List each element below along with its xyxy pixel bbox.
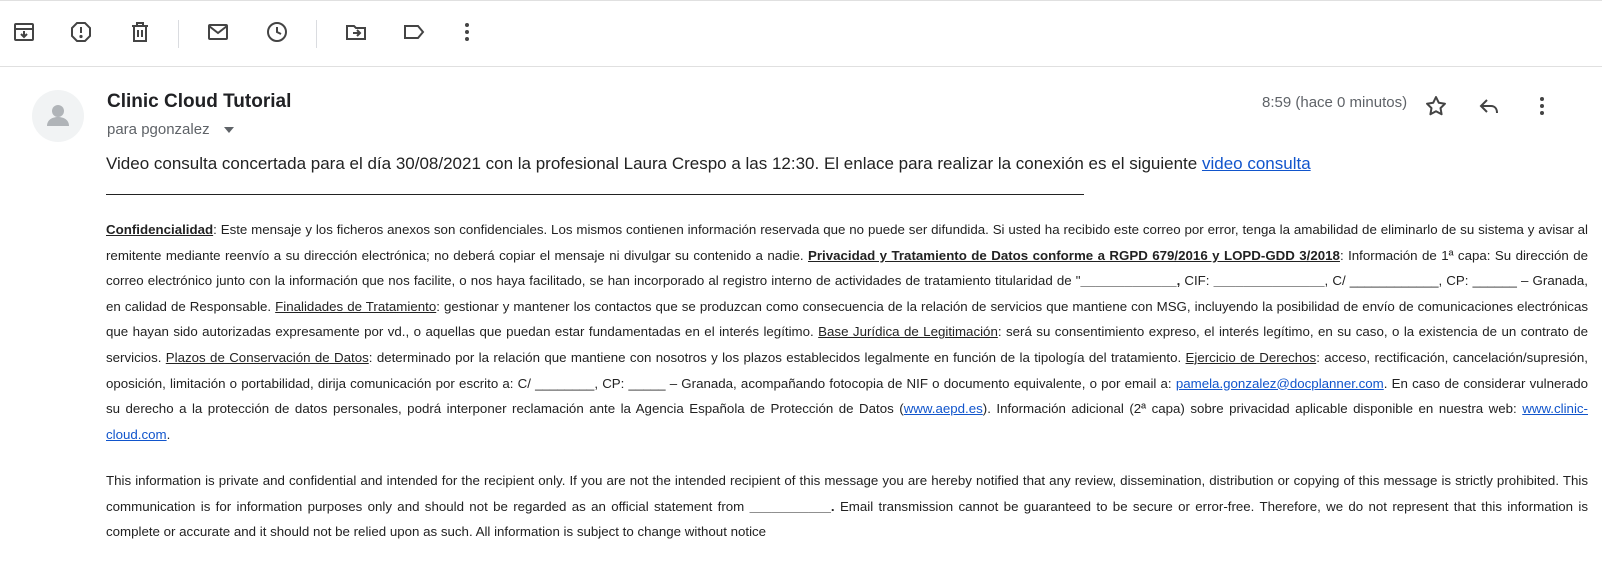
signature-separator — [106, 194, 1084, 195]
mark-unread-button[interactable] — [200, 14, 236, 50]
legal-text: : gestionar y mantener los contactos que se produzcan como consecuencia de la relación de servicios que mantiene con MSG, incluyendo la posibilidad de envío de comunicaciones electrónicas que hayan sido autorizadas expresamente por vd., o aquellas que puedan estar fundamentadas en el interés legítimo. — [106, 298, 1588, 340]
legal-text: : será su consentimiento expreso, el interés legítimo, en su caso, o la existencia de un contrato de servicios. — [106, 324, 1588, 365]
snooze-icon — [265, 20, 289, 44]
report-spam-button[interactable] — [63, 14, 99, 50]
confidentiality-heading: Confidencialidad — [106, 222, 214, 237]
move-to-button[interactable] — [338, 14, 374, 50]
person-icon — [38, 96, 78, 136]
legal-blank: _______________ — [1213, 273, 1325, 289]
video-consulta-link[interactable]: video consulta — [1201, 154, 1311, 173]
more-vert-icon — [455, 20, 479, 44]
archive-button[interactable] — [6, 14, 42, 50]
message-body — [106, 154, 1311, 174]
message-time: 8:59 (hace 0 minutos) — [1262, 94, 1408, 111]
confidentiality-notice — [106, 217, 1588, 447]
sender-name[interactable]: Clinic Cloud Tutorial — [107, 91, 292, 112]
delete-icon — [128, 20, 152, 44]
star-icon — [1424, 94, 1448, 118]
delete-button[interactable] — [122, 14, 158, 50]
toolbar-divider-line — [0, 66, 1602, 67]
mark-unread-icon — [206, 20, 230, 44]
legal-text: , C/ ____________, CP: ______ – Granada, en calidad de Responsable. — [106, 273, 1588, 314]
legal-text: : Este mensaje y los ficheros anexos son confidenciales. Los mismos contienen información reservada que no puede ser difundida. Si usted ha recibido este correo por error, tenga la amabilidad de eliminarlo de su sistema y avisar al remitente mediante reenvío a su dirección electrónica; no deberá copiar el mensaje ni divulgar su contenido a nadie. — [106, 222, 1588, 263]
label-icon — [402, 20, 426, 44]
disclaimer-text: This information is private and confidential and intended for the recipient only. If you are not the intended recipient of this message you are hereby notified that any review, dissemination, distribution or copying of this message is strictly prohibited. This communication is for information purposes only and should not be regarded as an official statement from — [106, 473, 1588, 514]
label-button[interactable] — [396, 14, 432, 50]
legal-text: : acceso, rectificación, cancelación/supresión, oposición, limitación o portabilidad, dirija comunicación por escrito a: C/ ________, CP: _____ – Granada, acompañando fotocopia de NIF o documento equivalente, o por email a: — [106, 349, 1588, 391]
recipient-label: para pgonzalez — [107, 121, 210, 138]
purposes-heading: Finalidades de Tratamiento — [275, 298, 437, 314]
legal-text: : determinado por la relación que mantiene con nosotros y los plazos establecidos legalmente en función de la tipología del tratamiento. — [368, 349, 1186, 365]
archive-icon — [12, 20, 36, 44]
disclaimer-text: Email transmission cannot be guaranteed to be secure or error-free. Therefore, we do not represent that this information is complete or accurate and it should not be relied upon as such. All information is subject to change without notice — [106, 498, 1588, 540]
privacy-heading: Privacidad y Tratamiento de Datos conforme a RGPD 679/2016 y LOPD-GDD 3/2018 — [808, 247, 1340, 263]
snooze-button[interactable] — [259, 14, 295, 50]
legal-basis-heading: Base Jurídica de Legitimación — [818, 324, 998, 340]
disclaimer-blank: ___________. — [749, 498, 835, 514]
legal-text: . — [166, 426, 171, 442]
english-disclaimer — [106, 468, 1588, 545]
email-link[interactable]: pamela.gonzalez@docplanner.com — [1175, 375, 1384, 391]
rights-heading: Ejercicio de Derechos — [1185, 349, 1317, 365]
toolbar-divider — [178, 20, 179, 48]
website-link[interactable]: www.clinic-cloud.com — [106, 401, 1588, 442]
more-options-button[interactable] — [449, 14, 485, 50]
legal-text: ). Información adicional (2ª capa) sobre privacidad aplicable disponible en nuestra web: — [982, 401, 1523, 417]
legal-text: : Información de 1ª capa: Su dirección de correo electrónico junto con la información que nos facilite, o nos haya facilitado, se han incorporado al registro interno de actividades de tratamiento titularidad de " — [106, 247, 1588, 289]
legal-blank: _____________, — [1080, 273, 1181, 289]
legal-text: . En caso de considerar vulnerado su derecho a la protección de datos personales, podrá interponer reclamación ante la Agencia Española de Protección de Datos ( — [106, 375, 1589, 417]
toolbar-divider — [316, 20, 317, 48]
avatar — [32, 90, 84, 142]
chevron-down-icon — [224, 127, 234, 133]
message-body-text: Video consulta concertada para el día 30/08/2021 con la profesional Laura Crespo a las 12:30. El enlace para realizar la conexión es el siguiente — [106, 154, 1202, 173]
report-spam-icon — [69, 20, 93, 44]
top-divider — [0, 0, 1602, 1]
message-toolbar — [0, 6, 1602, 62]
legal-text: CIF: — [1180, 273, 1214, 289]
retention-heading: Plazos de Conservación de Datos — [165, 349, 369, 365]
more-vert-icon — [1530, 94, 1554, 118]
message-more-button[interactable] — [1524, 88, 1560, 124]
recipient-details[interactable] — [107, 121, 234, 138]
reply-icon — [1477, 94, 1501, 118]
reply-button[interactable] — [1471, 88, 1507, 124]
star-button[interactable] — [1418, 88, 1454, 124]
move-to-icon — [344, 20, 368, 44]
aepd-link[interactable]: www.aepd.es — [903, 401, 983, 417]
